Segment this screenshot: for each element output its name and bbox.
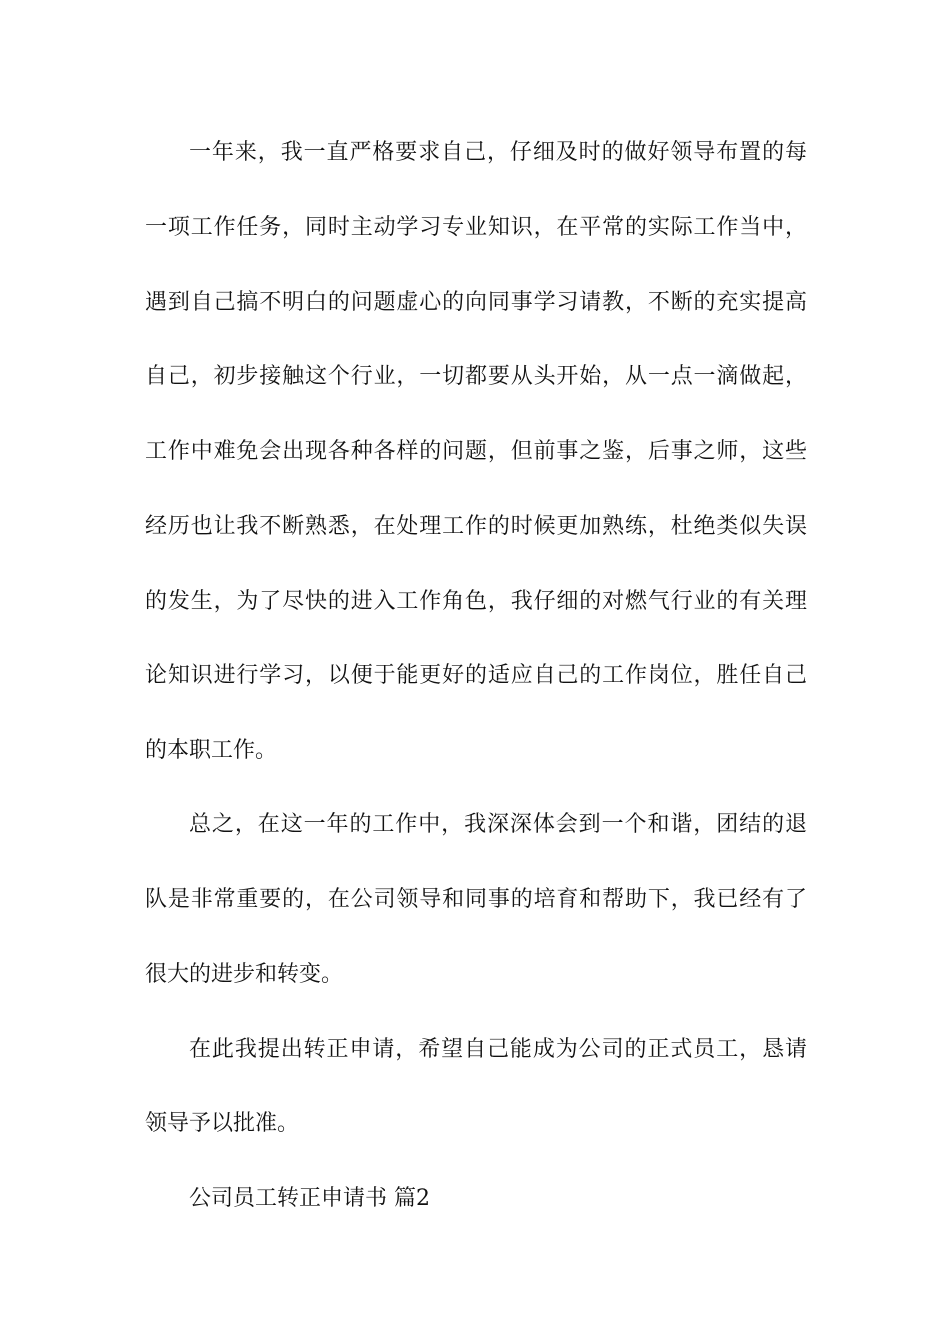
paragraph-line: 一年来，我一直严格要求自己，仔细及时的做好领导布置的每 bbox=[189, 140, 807, 165]
paragraph-line: 经历也让我不断熟悉，在处理工作的时候更加熟练，杜绝类似失误 bbox=[145, 514, 807, 539]
paragraph-line: 论知识进行学习，以便于能更好的适应自己的工作岗位，胜任自己 bbox=[145, 663, 807, 688]
paragraph-line: 自己，初步接触这个行业，一切都要从头开始，从一点一滴做起， bbox=[145, 364, 807, 389]
paragraph-line: 领导予以批准。 bbox=[145, 1111, 300, 1136]
paragraph-line: 在此我提出转正申请，希望自己能成为公司的正式员工，恳请 bbox=[189, 1037, 807, 1062]
paragraph-line: 的本职工作。 bbox=[145, 738, 278, 763]
paragraph-line: 工作中难免会出现各种各样的问题，但前事之鉴，后事之师，这些 bbox=[145, 439, 807, 464]
paragraph-line: 总之，在这一年的工作中，我深深体会到一个和谐，团结的退 bbox=[189, 812, 807, 837]
section-heading: 公司员工转正申请书 篇2 bbox=[189, 1186, 430, 1211]
paragraph-line: 很大的进步和转变。 bbox=[145, 962, 344, 987]
paragraph-line: 队是非常重要的，在公司领导和同事的培育和帮助下，我已经有了 bbox=[145, 887, 807, 912]
paragraph-line: 遇到自己搞不明白的问题虚心的向同事学习请教，不断的充实提高 bbox=[145, 290, 807, 315]
paragraph-line: 的发生，为了尽快的进入工作角色，我仔细的对燃气行业的有关理 bbox=[145, 589, 807, 614]
paragraph-line: 一项工作任务，同时主动学习专业知识，在平常的实际工作当中， bbox=[145, 215, 807, 240]
